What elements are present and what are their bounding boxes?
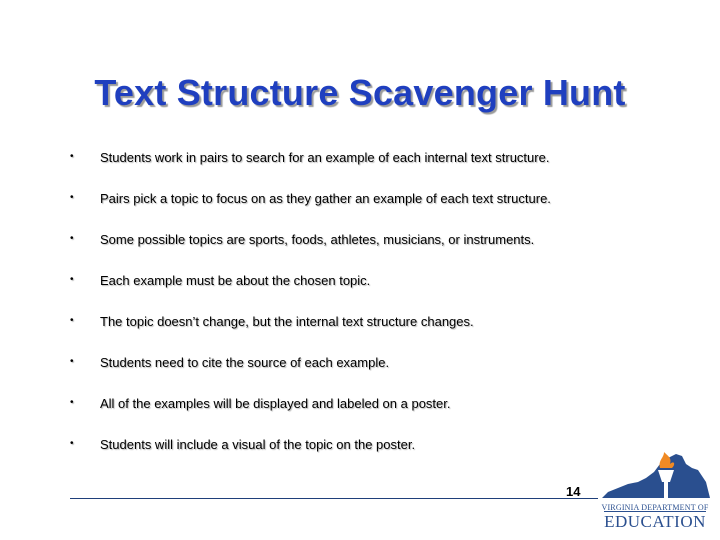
bullet-text: Each example must be about the chosen topic.	[100, 273, 371, 288]
bullet-item	[70, 232, 670, 273]
vdoe-logo	[598, 448, 712, 532]
bullet-marker: •	[70, 274, 74, 285]
footer-rule	[70, 498, 598, 499]
virginia-map-torch-icon	[598, 448, 712, 504]
bullet-item	[70, 437, 670, 478]
logo-text-department: VIRGINIA DEPARTMENT OF	[601, 503, 709, 512]
bullet-item	[70, 314, 670, 355]
bullet-marker: •	[70, 315, 74, 326]
bullet-marker: •	[70, 397, 74, 408]
bullet-text: Pairs pick a topic to focus on as they gather an example of each text structure.	[100, 191, 551, 206]
bullet-marker: •	[70, 356, 74, 367]
virginia-map-shape	[602, 454, 710, 498]
page-number: 14	[566, 484, 581, 499]
bullet-text: Students need to cite the source of each example.	[100, 355, 390, 370]
bullet-marker: •	[70, 192, 74, 203]
bullet-list	[70, 150, 670, 478]
bullet-item	[70, 191, 670, 232]
logo-text-education: EDUCATION	[604, 512, 706, 531]
bullet-text: Some possible topics are sports, foods, athletes, musicians, or instruments.	[100, 232, 535, 247]
bullet-item	[70, 396, 670, 437]
bullet-text: Students work in pairs to search for an example of each internal text structure.	[100, 150, 550, 165]
bullet-marker: •	[70, 151, 74, 162]
bullet-text: Students will include a visual of the topic on the poster.	[100, 437, 416, 452]
bullet-marker: •	[70, 438, 74, 449]
bullet-text: All of the examples will be displayed and labeled on a poster.	[100, 396, 451, 411]
torch-handle	[664, 482, 668, 498]
bullet-text: The topic doesn’t change, but the internal text structure changes.	[100, 314, 474, 329]
slide-title: Text Structure Scavenger Hunt	[94, 72, 626, 113]
bullet-marker: •	[70, 233, 74, 244]
bullet-item	[70, 150, 670, 191]
bullet-item	[70, 355, 670, 396]
bullet-item	[70, 273, 670, 314]
